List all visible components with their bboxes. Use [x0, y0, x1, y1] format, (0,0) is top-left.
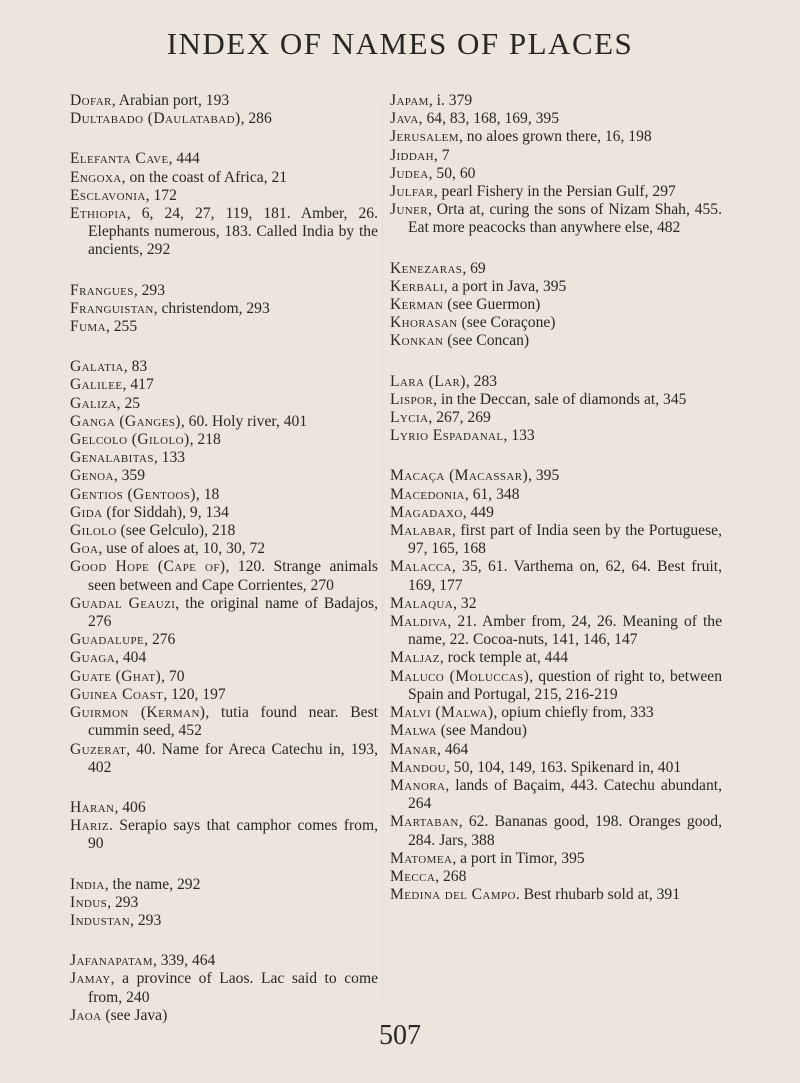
entry-heading: Maldiva: [390, 613, 448, 631]
entry-heading: Elefanta Cave: [70, 150, 169, 168]
index-entry: [70, 205, 378, 260]
index-entry: [70, 318, 378, 336]
entry-heading: Jamay: [70, 970, 111, 988]
entry-text: (see Java): [101, 1006, 168, 1024]
index-entry: [390, 128, 722, 146]
entry-text: , 449: [462, 503, 494, 521]
section-gap: [70, 930, 378, 952]
entry-text: (see Gelculo), 218: [116, 522, 236, 540]
index-entry: [390, 296, 722, 314]
entry-text: , Arabian port, 193: [111, 92, 230, 109]
entry-text: , use of aloes at, 10, 30, 72: [98, 540, 266, 558]
index-entry: [70, 467, 378, 485]
entry-text: , 50, 104, 149, 163. Spikenard in, 401: [446, 758, 682, 776]
entry-text: , 70: [161, 667, 185, 685]
entry-heading: Macedonia: [390, 485, 465, 503]
index-entry: [390, 504, 722, 522]
entry-heading: Lara (Lar): [390, 372, 466, 390]
index-entry: [70, 150, 378, 168]
entry-heading: Guate (Ghat): [70, 667, 162, 685]
entry-heading: Julfar: [390, 183, 434, 201]
index-entry: [70, 595, 378, 631]
index-entry: [70, 358, 378, 376]
entry-heading: Mandou: [390, 758, 446, 776]
entry-heading: Industan: [70, 911, 131, 929]
index-entry: [390, 183, 722, 201]
entry-text: , 444: [168, 150, 200, 168]
entry-heading: Judea: [390, 164, 429, 182]
entry-heading: Medina del Campo: [390, 886, 516, 904]
section-gap: [70, 260, 378, 282]
entry-text: , 69: [462, 259, 486, 277]
index-entry: [390, 613, 722, 649]
index-entry: [390, 92, 722, 110]
entry-heading: India: [70, 875, 105, 893]
entry-heading: Jafanapatam: [70, 952, 153, 970]
entry-heading: Maluco (Moluccas): [390, 667, 530, 685]
index-entry: [390, 704, 722, 722]
index-entry: [70, 558, 378, 594]
entry-heading: Galiza: [70, 394, 117, 412]
entry-text: , Orta at, curing the sons of Nizam Shah, 455. Eat more peacocks than anywhere else, 482: [408, 201, 722, 237]
entry-text: , 35, 61. Varthema on, 62, 64. Best fruit, 169, 177: [408, 558, 722, 594]
entry-heading: Guzerat: [70, 740, 127, 758]
index-entry: [70, 631, 378, 649]
entry-text: , 7: [433, 146, 450, 164]
entry-text: , 64, 83, 168, 169, 395: [418, 110, 560, 128]
entry-text: , 286: [240, 110, 272, 128]
index-entry: [390, 741, 722, 759]
index-entry: [390, 391, 722, 409]
entry-heading: Macaça (Macassar): [390, 467, 529, 485]
entry-text: (see Coraçone): [457, 314, 556, 332]
entry-text: , rock temple at, 444: [439, 649, 569, 667]
entry-heading: Malaqua: [390, 594, 454, 612]
entry-text: , 6, 24, 27, 119, 181. Amber, 26. Elephants numerous, 183. Called India by the ancients, 292: [88, 205, 378, 259]
entry-text: , in the Deccan, sale of diamonds at, 345: [433, 390, 687, 408]
index-entry: [390, 110, 722, 128]
entry-text: , 339, 464: [152, 952, 216, 970]
entry-text: , 404: [115, 649, 147, 667]
entry-text: , 62. Bananas good, 198. Oranges good, 284. Jars, 388: [408, 813, 722, 849]
entry-text: , tutia found near. Best cummin seed, 452: [88, 704, 378, 740]
index-entry: [390, 595, 722, 613]
index-entry: [390, 427, 722, 445]
entry-text: , the original name of Badajos, 276: [88, 594, 378, 631]
entry-text: , i. 379: [428, 92, 473, 109]
index-entry: [390, 759, 722, 777]
column-divider: [382, 100, 383, 1005]
index-entry: [390, 260, 722, 278]
entry-heading: Mecca: [390, 867, 436, 885]
index-entry: [70, 799, 378, 817]
entry-text: , 417: [122, 376, 154, 394]
index-entry: [70, 449, 378, 467]
index-entry: [70, 741, 378, 777]
entry-text: , on the coast of Africa, 21: [121, 168, 288, 186]
section-gap: [390, 238, 722, 260]
index-entry: [390, 409, 722, 427]
entry-heading: Esclavonia: [70, 186, 146, 204]
entry-text: (see Concan): [443, 332, 530, 350]
entry-heading: Ganga (Ganges): [70, 412, 181, 430]
entry-heading: Dofar: [70, 92, 112, 109]
entry-heading: Malwa: [390, 722, 437, 740]
entry-text: , 293: [130, 911, 162, 929]
entry-heading: Malvi (Malwa): [390, 704, 494, 722]
entry-text: , 293: [107, 893, 139, 911]
index-entry: [390, 558, 722, 594]
entry-heading: Frangues: [70, 281, 134, 299]
index-entry: [70, 686, 378, 704]
entry-text: , no aloes grown there, 16, 198: [458, 128, 652, 146]
index-entry: [70, 817, 378, 853]
entry-heading: Engoxa: [70, 168, 122, 186]
index-entry: [70, 395, 378, 413]
entry-heading: Manar: [390, 740, 438, 758]
entry-text: (see Mandou): [436, 722, 527, 740]
index-entry: [390, 649, 722, 667]
page-title: INDEX OF NAMES OF PLACES: [166, 26, 634, 61]
entry-text: , 83: [123, 358, 148, 376]
entry-text: , 395: [528, 467, 560, 485]
index-entry: [70, 413, 378, 431]
index-entry: [390, 201, 722, 237]
entry-text: , 120, 197: [163, 685, 226, 703]
entry-text: , 120. Strange animals seen between and Cape Corrientes, 270: [88, 558, 378, 594]
index-entry: [70, 952, 378, 970]
entry-heading: Kenezaras: [390, 259, 463, 277]
entry-heading: Japam: [390, 92, 429, 109]
entry-heading: Genoa: [70, 467, 114, 485]
entry-text: . Best rhubarb sold at, 391: [515, 886, 681, 904]
entry-heading: Jiddah: [390, 146, 434, 164]
index-entry: [70, 668, 378, 686]
index-entry: [70, 970, 378, 1006]
entry-text: , 32: [453, 594, 477, 612]
page-number: 507: [379, 1020, 421, 1051]
entry-heading: Lycia: [390, 409, 429, 427]
entry-heading: Guirmon (Kerman): [70, 704, 206, 722]
index-entry: [70, 522, 378, 540]
entry-text: , 40. Name for Areca Catechu in, 193, 402: [88, 740, 378, 776]
entry-text: , 133: [153, 449, 186, 467]
entry-text: , 283: [465, 372, 498, 390]
entry-heading: Konkan: [390, 332, 444, 350]
index-entry: [70, 894, 378, 912]
entry-heading: Guaga: [70, 649, 116, 667]
index-entry: [70, 876, 378, 894]
entry-heading: Ethiopia: [70, 205, 127, 223]
entry-text: , 268: [435, 867, 467, 885]
entry-heading: Malacca: [390, 558, 452, 576]
index-entry: [390, 722, 722, 740]
index-entry: [390, 373, 722, 391]
entry-heading: Hariz: [70, 817, 109, 835]
section-gap: [70, 128, 378, 150]
index-entry: [70, 282, 378, 300]
entry-heading: Khorasan: [390, 314, 458, 332]
index-entry: [390, 522, 722, 558]
entry-text: , 61, 348: [464, 485, 520, 503]
entry-text: , 133: [503, 427, 535, 445]
index-entry: [70, 169, 378, 187]
index-entry: [390, 314, 722, 332]
entry-text: , 172: [145, 186, 177, 204]
entry-heading: Kerbali: [390, 277, 444, 295]
entry-heading: Guadalupe: [70, 631, 145, 649]
entry-heading: Guinea Coast: [70, 685, 164, 703]
entry-heading: Juner: [390, 201, 429, 219]
section-gap: [390, 445, 722, 467]
entry-text: , 218: [189, 431, 221, 449]
entry-text: , christendom, 293: [153, 299, 270, 317]
index-entry: [390, 147, 722, 165]
index-entry: [390, 777, 722, 813]
entry-text: , 50, 60: [428, 164, 476, 182]
entry-text: , 464: [437, 740, 469, 758]
left-column: [70, 92, 378, 1025]
section-gap: [70, 336, 378, 358]
index-entry: [70, 187, 378, 205]
index-entry: [390, 165, 722, 183]
entry-heading: Genalabitas: [70, 449, 154, 467]
index-entry: [70, 704, 378, 740]
index-entry: [390, 886, 722, 904]
entry-text: , 267, 269: [428, 409, 491, 427]
entry-text: , 18: [195, 485, 220, 503]
entry-text: , 60. Holy river, 401: [180, 412, 308, 430]
entry-heading: Indus: [70, 893, 108, 911]
entry-text: , 21. Amber from, 24, 26. Meaning of the name, 22. Cocoa-nuts, 141, 146, 147: [408, 613, 722, 649]
index-entry: [70, 376, 378, 394]
index-entry: [390, 868, 722, 886]
index-entry: [70, 110, 378, 128]
entry-heading: Lyrio Espadanal: [390, 427, 504, 445]
index-entry: [390, 668, 722, 704]
entry-heading: Gida: [70, 503, 103, 521]
entry-heading: Lispor: [390, 390, 434, 408]
index-entry: [390, 332, 722, 350]
entry-heading: Gentios (Gentoos): [70, 485, 196, 503]
entry-text: , 25: [116, 394, 141, 412]
entry-text: . Serapio says that camphor comes from, 90: [88, 817, 378, 853]
index-entry: [390, 850, 722, 868]
entry-heading: Maljaz: [390, 649, 440, 667]
entry-text: , lands of Baçaim, 443. Catechu abundant, 264: [408, 776, 722, 813]
entry-text: , a port in Timor, 395: [452, 849, 585, 867]
index-entry: [70, 912, 378, 930]
entry-text: , pearl Fishery in the Persian Gulf, 297: [433, 183, 676, 201]
entry-heading: Galilee: [70, 376, 123, 394]
section-gap: [390, 351, 722, 373]
index-entry: [390, 813, 722, 849]
index-entry: [70, 504, 378, 522]
entry-heading: Magadaxo: [390, 503, 463, 521]
entry-heading: Galatia: [70, 358, 124, 376]
section-gap: [70, 854, 378, 876]
entry-heading: Jaoa: [70, 1006, 102, 1024]
index-entry: [390, 467, 722, 485]
entry-heading: Martaban: [390, 813, 459, 831]
entry-heading: Java: [390, 110, 419, 128]
entry-heading: Franguistan: [70, 299, 154, 317]
entry-text: , question of right to, between Spain and Portugal, 215, 216-219: [408, 667, 722, 703]
entry-text: (for Siddah), 9, 134: [102, 503, 229, 521]
index-entry: [70, 486, 378, 504]
entry-text: , 255: [105, 318, 138, 336]
entry-heading: Gelcolo (Gilolo): [70, 431, 190, 449]
index-entry: [70, 540, 378, 558]
entry-heading: Guadal Geauzi: [70, 594, 176, 612]
entry-text: , a province of Laos. Lac said to come from, 240: [88, 970, 378, 1006]
entry-text: , 276: [144, 631, 176, 649]
entry-heading: Dultabado (Daulatabad): [70, 110, 241, 128]
entry-text: , 406: [114, 798, 146, 816]
entry-text: , a port in Java, 395: [443, 277, 567, 295]
entry-heading: Gilolo: [70, 522, 117, 540]
section-gap: [70, 777, 378, 799]
index-entry: [390, 486, 722, 504]
entry-text: , the name, 292: [104, 875, 201, 893]
entry-text: , 359: [113, 467, 145, 485]
index-entry: [390, 278, 722, 296]
entry-text: , 293: [133, 281, 166, 299]
index-entry: [70, 431, 378, 449]
index-entry: [70, 300, 378, 318]
entry-text: (see Guermon): [443, 296, 541, 314]
entry-text: , opium chiefly from, 333: [493, 704, 654, 722]
entry-heading: Haran: [70, 798, 115, 816]
entry-heading: Kerman: [390, 296, 444, 314]
entry-text: , first part of India seen by the Portuguese, 97, 165, 168: [408, 522, 722, 558]
entry-heading: Malabar: [390, 522, 452, 540]
entry-heading: Fuma: [70, 318, 106, 336]
index-entry: [70, 649, 378, 667]
entry-heading: Manora: [390, 776, 446, 794]
entry-heading: Jerusalem: [390, 128, 459, 146]
index-entry: [70, 92, 378, 110]
entry-heading: Matomea: [390, 849, 453, 867]
entry-heading: Good Hope (Cape of): [70, 558, 226, 576]
right-column: [390, 92, 722, 904]
entry-heading: Goa: [70, 540, 99, 558]
